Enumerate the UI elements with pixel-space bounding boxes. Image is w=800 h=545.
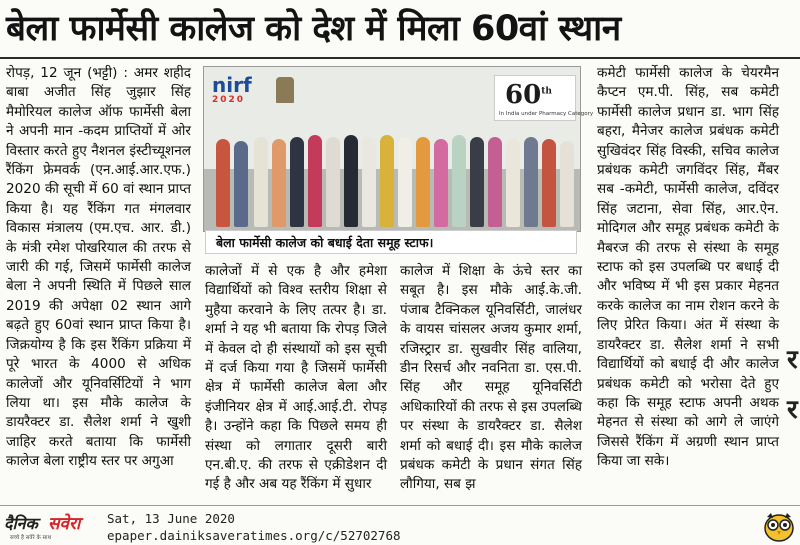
person-figure	[416, 137, 430, 227]
headline-rule	[0, 57, 800, 59]
article-column-2	[205, 262, 387, 502]
person-figure	[344, 135, 358, 227]
person-figure	[308, 135, 322, 227]
news-photo	[203, 66, 594, 232]
edition-date: Sat, 13 June 2020	[107, 511, 235, 526]
adjacent-page-edge: र र	[787, 345, 798, 425]
person-figure	[452, 135, 466, 227]
person-figure	[470, 137, 484, 227]
rank-number: 60th	[505, 80, 552, 110]
person-figure	[290, 137, 304, 227]
person-figure	[272, 139, 286, 227]
person-figure	[524, 137, 538, 227]
owl-icon	[762, 510, 796, 542]
article-column-1	[6, 64, 191, 501]
person-figure	[542, 139, 556, 227]
person-figure	[434, 139, 448, 227]
person-figure	[234, 141, 248, 227]
nirf-logo	[212, 75, 270, 105]
person-figure	[398, 137, 412, 227]
brand-logo-savera: सवेरा	[48, 514, 81, 534]
article-column-3	[400, 262, 582, 502]
photo-caption: बेला फार्मेसी कालेज को बधाई देता समूह स्टाफ।	[205, 230, 577, 254]
person-figure	[560, 141, 574, 227]
rank-banner	[494, 75, 594, 121]
brand-logo	[4, 512, 96, 542]
rank-subtext: In India under Pharmacy Category	[499, 111, 594, 117]
person-figure	[216, 139, 230, 227]
epaper-link[interactable]: epaper.dainiksaveratimes.org/c/52702768	[107, 528, 401, 543]
person-figure	[362, 137, 376, 227]
footer-rule	[0, 505, 800, 506]
article-text: कालेज में शिक्षा के ऊंचे स्तर का सबूत है। इस मौके आई.के.जी. पंजाब टैक्निकल यूनिवर्सिटी, जालंधर के वायस चांसलर अजय कुमार शर्मा, रजिस्ट्रार डा. सुखवीर सिंह वालिया, डीन रिसर्च और नवनिता डा. एस.पी. सिंह और समूह यूनिवर्सिटी अधिकारियों की तरफ से इस उपलब्धि पर संस्था के डायरैक्टर डा. सैलेश शर्मा को बधाई दी। इस मौके कालेज प्रबंधक कमेटी के प्रधान संगत सिंह लौगिया, सब झ	[400, 263, 582, 493]
nirf-logo-text: nirf	[212, 73, 252, 97]
brand-tagline: सच्चे है सवेरे के साथ	[10, 535, 52, 541]
brand-logo-dainik: दैनिक	[4, 514, 38, 533]
article-column-4	[597, 64, 779, 501]
person-figure	[506, 139, 520, 227]
person-figure	[380, 135, 394, 227]
article-text: कमेटी फार्मेसी कालेज के चेयरमैन कैप्टन एम.पी. सिंह, सब कमेटी फार्मेसी कालेज प्रधान डा. भाग सिंह बहरा, मैनेजर कालेज प्रबंधक कमेटी सुखिवंदर सिंह विस्की, सचिव कालेज प्रबंधक कमेटी जगविंदर सिंह, मैंबर सब -कमेटी, फार्मेसी कालेज, दविंदर सिंह जटाना, सेवा सिंह, आर.ऐन. मोदिगल और समूह प्रबंधक कमेटी के मैबरज की तरफ से संस्था के समूह स्टाफ को इस उपलब्धि पर बधाई दी और भविष्य में भी इस प्रकार मेहनत करके कालेज का नाम रोशन करने के लिए प्रेरित किया। अंत में संस्था के डायरैक्टर डा. सैलेश शर्मा ने सभी विद्यार्थियों को बधाई दी और कालेज प्रबंधक कमेटी को भरोसा देते हुए कहा कि समूह स्टाफ अपनी अथक मेहनत से संस्था को आगे ले जाएंगे जिससे रैंकिंग में अग्रणी स्थान प्राप्त किया जा सके।	[597, 65, 779, 470]
person-figure	[326, 137, 340, 227]
nirf-logo-year: 2020	[212, 95, 246, 105]
article-text: रोपड़, 12 जून (भट्टी) : अमर शहीद बाबा अजीत सिंह जुझार सिंह मैमोरियल कालेज ऑफ फार्मेसी बेला ने अपनी मान -कदम प्राप्तियों में ओर विस्तार करते हुए नैशनल इंस्टीच्यूशनल रैंकिंग फ्रेमवर्क (एन.आई.आर.एफ.) 2020 की सूची में 60 वां स्थान प्राप्त किया है। यह रैंकिंग गत मंगलवार विकास मंत्रालय (एम.एच. आर. डी.) के मंत्री रमेश पोखरियाल की तरफ से जारी की गई, जिसमें फार्मेसी कालेज बेला ने अपनी स्थिति में पिछले साल 2019 की अपेक्षा 02 स्थान आगे बढ़ते हुए 60वां स्थान प्राप्त किया है। जिक्रयोग्य है कि इस रैंकिंग प्रक्रिया में पूरे भारत के 4000 से अधिक कालेजों और यूनिवर्सिटियों ने भाग लिया था। इस मौके कालेज के डायरैक्टर डा. सैलेश शर्मा ने खुशी जाहिर करते बताया कि फार्मेसी कालेज बेला राष्ट्रीय स्तर पर अगुआ	[6, 65, 191, 470]
article-text: कालेजों में से एक है और हमेशा विद्यार्थियों को विश्व स्तरीय शिक्षा से मुहैया करवाने के लिए तत्पर है। डा. शर्मा ने यह भी बताया कि रोपड़ जिले में केवल दो ही संस्थायों को इस सूची में दर्ज किया गया है जिसमें फार्मेसी क्षेत्र में फार्मेसी कालेज बेला और इंजीनियर क्षेत्र में आई.आई.टी. रोपड़ है। उन्होंने कहा कि पिछले समय ही संस्था को लगातार दूसरी बारी एन.बी.ए. की तरफ से एक्रीडेशन दी गई है और अब यह रैंकिंग में सुधार	[205, 263, 387, 493]
person-figure	[488, 137, 502, 227]
headline: बेला फार्मेसी कालेज को देश में मिला 60वां स्थान	[6, 9, 621, 49]
person-figure	[254, 137, 268, 227]
emblem-icon	[276, 77, 294, 103]
